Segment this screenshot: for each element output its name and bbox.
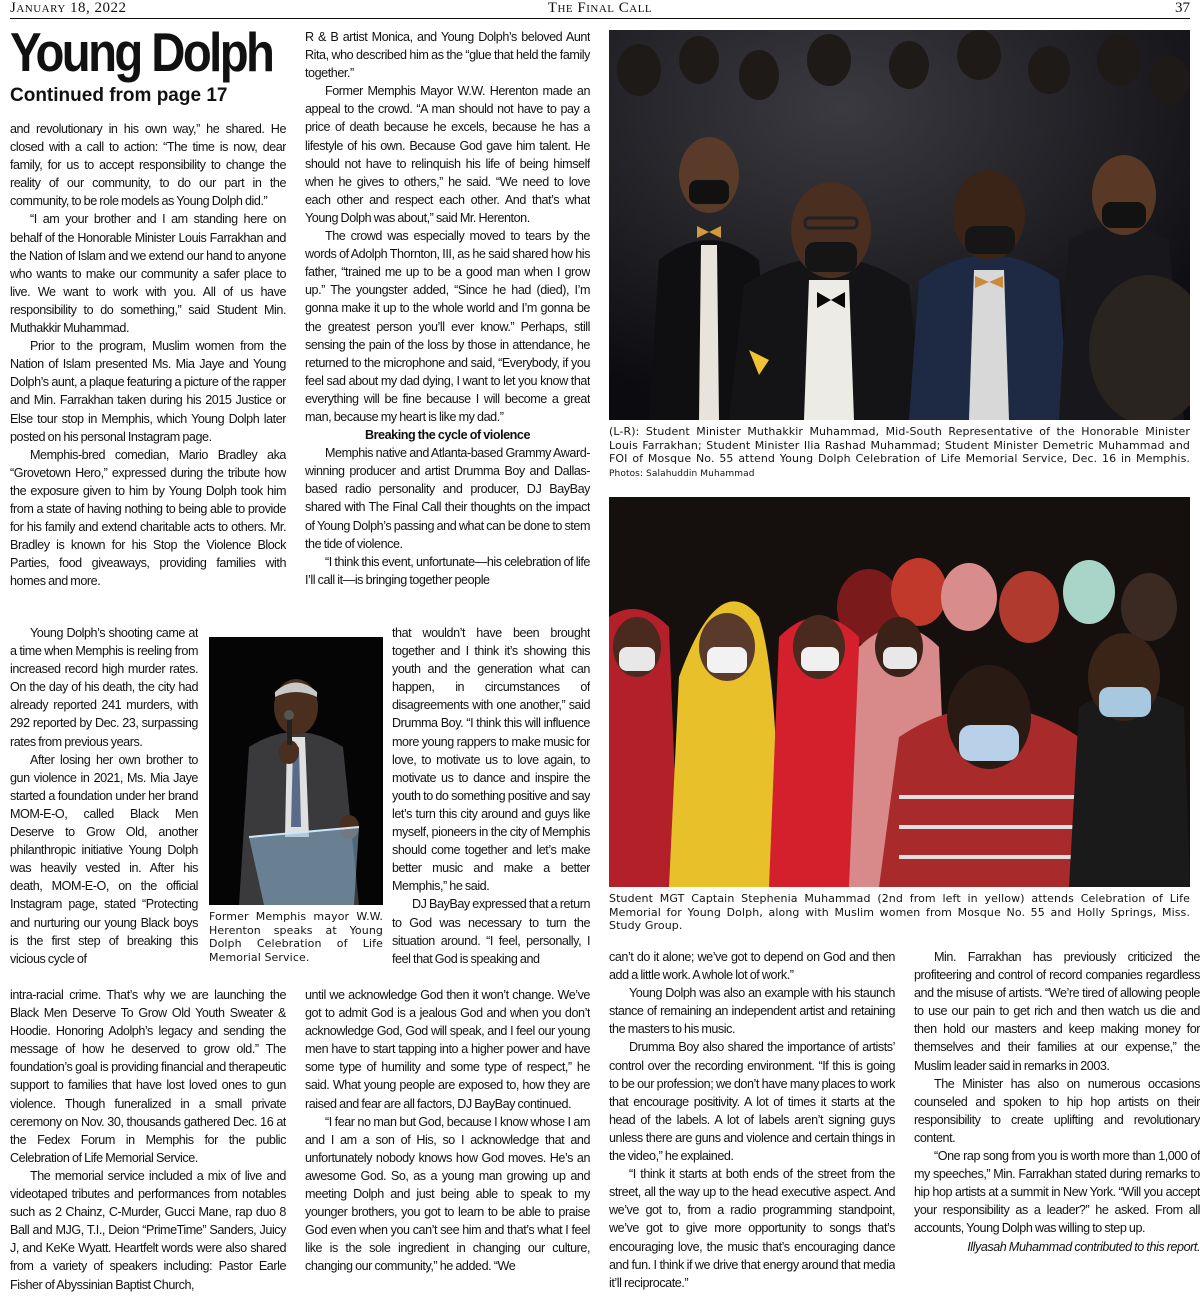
paragraph: After losing her own brother to gun violence in 2021, Ms. Mia Jaye started a foundation under her brand MOM-E-O, called Black Men Deserve to Grow Old, another philanthropic initiative Young Dolph was heavily vested in. After his death, MOM-E-O, on the official Instagram page, stated “Protecting and nurturing our young Black boys is the first step of breaking this vicious cycle of <box>10 752 198 966</box>
paragraph: Memphis native and Atlanta-based Grammy Award-winning producer and artist Drumma Boy and Dallas-based radio personality and producer, DJ BayBay shared with The Final Call their thoughts on the impact of Young Dolph’s passing and what can be done to stem the tide of violence. <box>305 446 590 551</box>
paragraph: “One rap song from you is worth more than 1,000 of my speeches,” Min. Farrakhan stated during remarks to hip hop artists at a summit in New York. “Will you accept your responsibility as a leader?” he asked. From all accounts, Young Dolph was willing to step up. <box>914 1149 1200 1236</box>
contributor-credit: Illyasah Muhammad contributed to this report. <box>967 1239 1200 1254</box>
photo-speaker <box>209 637 383 905</box>
paragraph: “I think this event, unfortunate—his celebration of life I’ll call it—is bringing together people <box>305 554 590 587</box>
paragraph: Drumma Boy also shared the importance of artists’ control over the recording environment. “If this is going to be our profession; we don’t have many places to work that encourage positivity. A lot of times it starts at the head of the labels. A lot of labels aren’t signing guys unless there are guns and violence and certain things in the video,” he explained. <box>609 1040 895 1164</box>
column-2-bottom <box>305 986 590 1296</box>
photo-credit: Photos: Salahuddin Muhammad <box>609 468 755 479</box>
paragraph: and revolutionary in his own way,” he shared. He closed with a call to action: “The time is now, dear family, for us to accept responsibility to change the reality of our community, to do our part in the community, to be role models as Young Dolph did.” <box>10 122 286 209</box>
photo-speaker-image <box>209 637 383 905</box>
paragraph: Prior to the program, Muslim women from the Nation of Islam presented Ms. Mia Jaye and Young Dolph’s aunt, a plaque featuring a picture of the rapper and Min. Farrakhan taken during his 2015 Justice or Else tour stop in Memphis, which Young Dolph later posted on his personal Instagram page. <box>10 339 286 444</box>
paragraph: The Minister has also on numerous occasions counseled and spoken to hip hop artists on their responsibility to create uplifting and revolutionary content. <box>914 1076 1200 1145</box>
column-2-narrow <box>392 624 590 986</box>
issue-date: January 18, 2022 <box>10 0 127 16</box>
photo-women <box>609 497 1190 887</box>
column-4 <box>914 948 1200 1296</box>
paragraph: The crowd was especially moved to tears by the words of Adolph Thornton, III, as he said shared how his father, “trained me up to be a good man when I grow up.” The youngster added, “Since he had (died), I’m gonna make it up to the whole world and I’m gonna be the greatest person you’ll ever know.” Perhaps, still sensing the pain of the loss by those in attendance, he returned to the microphone and said, “Everybody, if you feel sad about my dad dying, I want to let you know that everything will be fine because I will become a great man, because my heart is like my dad.” <box>305 229 590 424</box>
paragraph: R & B artist Monica, and Young Dolph’s beloved Aunt Rita, who described him as the “glue that held the family together.” <box>305 30 590 81</box>
page-header <box>10 0 1190 19</box>
continued-line: Continued from page 17 <box>10 85 228 106</box>
column-3 <box>609 948 895 1296</box>
column-1-narrow <box>10 624 198 986</box>
paragraph: “I think it starts at both ends of the street from the street, all the way up to the head executive aspect. And we’ve got to, from a radio programming standpoint, we’ve got to give more opportunity to songs that’s encouraging love, the music that’s encouraging dance and fun. I think if we drive that energy around that media it’ll reciprocate.” <box>609 1167 895 1290</box>
column-1-top <box>10 120 286 622</box>
subhead: Breaking the cycle of violence <box>364 428 531 443</box>
paragraph: “I fear no man but God, because I know whose I am and I am a son of His, so I acknowledge that and unfortunately nobody knows how God moves. He’s an awesome God. So, as a young man growing up and meeting Dolph and just being able to speak to my younger brothers, you got to learn to be able to praise God even when you can’t see him and that’s what I feel like is the sole ingredient in changing our culture, changing our community,” he added. “We <box>305 1114 590 1274</box>
publication-name: The Final Call <box>547 0 653 16</box>
paragraph: The memorial service included a mix of live and videotaped tributes and performances from notables such as 2 Chainz, C-Murder, Gucci Mane, rap duo 8 Ball and MJG, T.I., Deion “PrimeTime” Sanders, Juicy J, and KeKe Wyatt. Heartfelt words were also shared from a variety of speakers including: Pastor Earle Fisher of Abyssinian Baptist Church, <box>10 1168 286 1292</box>
photo-women-caption: Student MGT Captain Stephenia Muhammad (2nd from left in yellow) attends Celebration of Life Memorial for Young Dolph, along with Muslim women from Mosque No. 55 and Holly Springs, Miss. Study Group. <box>609 892 1190 932</box>
paragraph: “I am your brother and I am standing here on behalf of the Honorable Minister Louis Farrakhan and the Nation of Islam and we extend our hand to anyone who wants to make our community a safer place to live. We want to work with you. All of us have responsibility to do something,” said Student Min. Muthakkir Muhammad. <box>10 212 286 336</box>
paragraph: Young Dolph’s shooting came at a time when Memphis is reeling from increased record high murder rates. On the day of his death, the city had already reported 241 murders, with 292 reported by Dec. 23, surpassing rates from previous years. <box>10 626 198 749</box>
photo-women-image <box>609 497 1190 887</box>
paragraph: until we acknowledge God then it won’t change. We’ve got to admit God is a jealous God and when you don’t acknowledge God, God will speak, and I feel our young men have to start tapping into a higher power and have some type of humility and some type of respect,” he said. What young people are exposed to, how they are raised and fear are all factors, DJ BayBay continued. <box>305 988 590 1111</box>
photo-ministers-image <box>609 30 1190 420</box>
paragraph: Memphis-bred comedian, Mario Bradley aka “Grovetown Hero,” expressed during the tribute how the exposure given to him by Young Dolph took him from a state of having nothing to being able to provide for his family and extend charitable acts to others. Mr. Bradley is known for his Stop the Violence Block Parties, food giveaways, providing families with homes and more. <box>10 447 286 589</box>
paragraph: that wouldn’t have been brought together and I think it’s showing this youth and the generation what can happen, in circumstances of disagreements with one another,” said Drumma Boy. “I think this will influence more young rappers to make music for love, to motivate us to love again, to motivate us to dance and inspire the youth to do something positive and say let’s turn this city around and guys like myself, pioneers in the city of Memphis should come together and let’s make better music and make a better Memphis,” he said. <box>392 626 590 894</box>
photo-ministers-caption: (L-R): Student Minister Muthakkir Muhammad, Mid-South Representative of the Honorable Minister Louis Farrakhan; Student Minister Ilia Rashad Muhammad; Student Minister Demetric Muhammad and FOI of Mosque No. 55 attend Young Dolph Celebration of Life Memorial Service, Dec. 16 in Memphis. Photos: Salahuddin Muhammad <box>609 425 1190 479</box>
column-2-top <box>305 28 590 622</box>
column-1-bottom <box>10 986 286 1296</box>
article-title: Young Dolph <box>10 21 273 83</box>
page-number: 37 <box>1175 0 1190 16</box>
paragraph: Former Memphis Mayor W.W. Herenton made an appeal to the crowd. “A man should not have to pay a price of death because he excels, because he has a lifestyle of his own. Because God gave him talent. He should not have to relinquish his life of being himself when he gives to others,” he said. “We need to love each other and respect each other. And that’s what Young Dolph was about,” said Mr. Herenton. <box>305 84 590 225</box>
paragraph: intra-racial crime. That’s why we are launching the Black Men Deserve To Grow Old Youth Sweater & Hoodie. Honoring Adolph’s legacy and sending the message of how he deserved to grow old.” The foundation’s goal is providing financial and therapeutic support to families that have lost loved ones to gun violence. Though funeralized in a small private ceremony on Nov. 30, thousands gathered Dec. 16 at the Fedex Forum in Memphis for the public Celebration of Life Memorial Service. <box>10 988 286 1165</box>
photo-ministers <box>609 30 1190 420</box>
photo-speaker-caption: Former Memphis mayor W.W. Herenton speaks at Young Dolph Celebration of Life Memorial Service. <box>209 910 383 964</box>
paragraph: Min. Farrakhan has previously criticized the profiteering and control of record companies regardless and the misuse of artists. “We’re tired of allowing people to use our pain to get rich and then watch us die and then hold our masters and keep making money for themselves and their families at our expense,” the Muslim leader said in remarks in 2003. <box>914 950 1200 1073</box>
paragraph: can’t do it alone; we’ve got to depend on God and then add a little work. A whole lot of work.” <box>609 950 895 983</box>
paragraph: DJ BayBay expressed that a return to God was necessary to turn the situation around. “I feel, personally, I feel that God is speaking and <box>392 897 590 966</box>
paragraph: Young Dolph was also an example with his staunch stance of remaining an independent artist and retaining the masters to his music. <box>609 986 895 1037</box>
